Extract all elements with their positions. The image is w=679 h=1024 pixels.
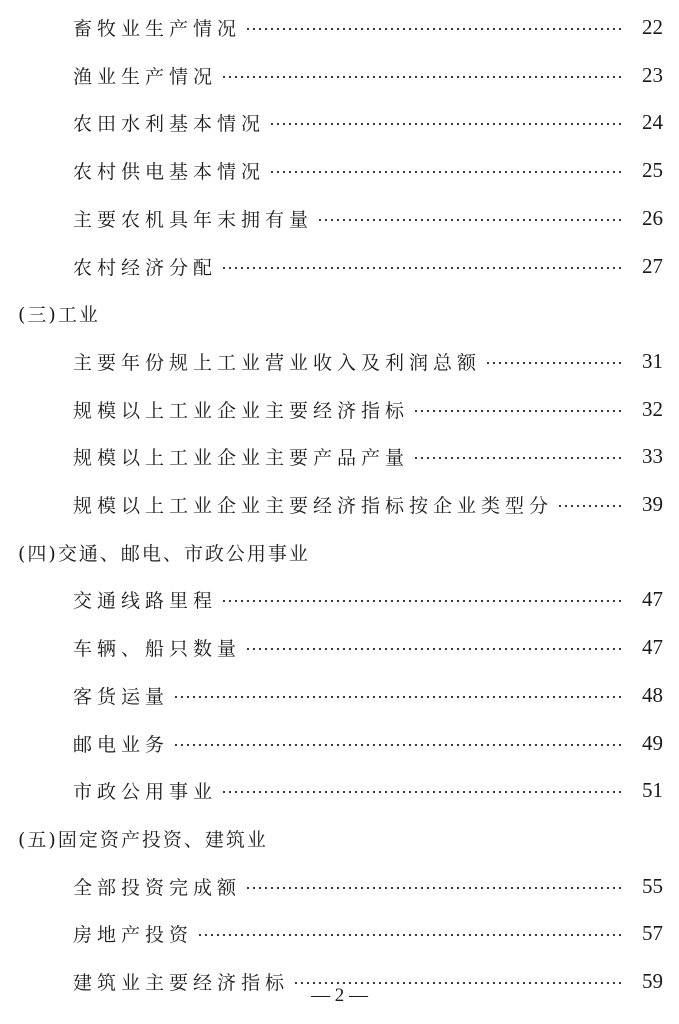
entry-page-number: 57 [642, 920, 663, 945]
entry-title: 渔业生产情况 [73, 65, 218, 88]
toc-entry[interactable] [0, 488, 679, 520]
toc-entry[interactable] [0, 106, 679, 138]
section-heading [0, 822, 679, 854]
entry-page-number: 39 [642, 491, 663, 516]
toc-entry[interactable] [0, 774, 679, 806]
dot-leader [173, 696, 625, 698]
entry-title: 建筑业主要经济指标 [73, 971, 290, 994]
dot-leader [269, 123, 625, 125]
toc-entry[interactable] [0, 345, 679, 377]
toc-entry[interactable] [0, 917, 679, 949]
dot-leader [221, 267, 625, 269]
dot-leader [317, 219, 625, 221]
entry-page-number: 59 [642, 968, 663, 993]
toc-entry[interactable] [0, 679, 679, 711]
section-heading [0, 536, 679, 568]
dot-leader [245, 28, 625, 30]
toc-entry[interactable] [0, 583, 679, 615]
dot-leader [221, 76, 625, 78]
entry-title: 畜牧业生产情况 [73, 17, 242, 40]
page-number-footer: — 2 — [311, 985, 368, 1006]
entry-title: 规模以上工业企业主要产品产量 [73, 446, 410, 469]
entry-title: 客货运量 [73, 685, 170, 708]
dot-leader [221, 791, 625, 793]
section-title: (五)固定资产投资、建筑业 [18, 828, 268, 851]
entry-title: 主要年份规上工业营业收入及利润总额 [73, 351, 482, 374]
entry-page-number: 31 [642, 348, 663, 373]
dot-leader [557, 505, 625, 507]
toc-entry[interactable] [0, 202, 679, 234]
section-title: (三)工业 [18, 303, 100, 326]
toc-entry[interactable] [0, 727, 679, 759]
entry-page-number: 22 [642, 14, 663, 39]
entry-title: 全部投资完成额 [73, 876, 242, 899]
toc-entry[interactable] [0, 393, 679, 425]
entry-page-number: 49 [642, 730, 663, 755]
entry-title: 规模以上工业企业主要经济指标 [73, 399, 410, 422]
entry-page-number: 27 [642, 253, 663, 278]
dot-leader [413, 457, 625, 459]
toc-entry[interactable] [0, 250, 679, 282]
entry-title: 市政公用事业 [73, 780, 218, 803]
dot-leader [173, 744, 625, 746]
entry-page-number: 48 [642, 682, 663, 707]
dot-leader [197, 934, 625, 936]
section-heading [0, 297, 679, 329]
entry-title: 规模以上工业企业主要经济指标按企业类型分 [73, 494, 554, 517]
toc-entry[interactable] [0, 870, 679, 902]
entry-title: 农村供电基本情况 [73, 160, 266, 183]
dot-leader [269, 171, 625, 173]
entry-title: 交通线路里程 [73, 589, 218, 612]
entry-page-number: 47 [642, 586, 663, 611]
toc-entry[interactable] [0, 154, 679, 186]
entry-page-number: 33 [642, 443, 663, 468]
entry-page-number: 51 [642, 777, 663, 802]
entry-title: 房地产投资 [73, 923, 194, 946]
entry-page-number: 23 [642, 62, 663, 87]
dot-leader [413, 410, 625, 412]
dot-leader [245, 648, 625, 650]
entry-title: 邮电业务 [73, 733, 170, 756]
toc-entry[interactable] [0, 440, 679, 472]
entry-page-number: 26 [642, 205, 663, 230]
entry-title: 主要农机具年末拥有量 [73, 208, 314, 231]
toc-entry[interactable] [0, 11, 679, 43]
entry-page-number: 55 [642, 873, 663, 898]
toc-entry[interactable] [0, 59, 679, 91]
dot-leader [293, 982, 625, 984]
entry-title: 车辆、船只数量 [73, 637, 242, 660]
dot-leader [245, 887, 625, 889]
section-title: (四)交通、邮电、市政公用事业 [18, 542, 310, 565]
entry-page-number: 24 [642, 109, 663, 134]
entry-page-number: 32 [642, 396, 663, 421]
entry-page-number: 47 [642, 634, 663, 659]
dot-leader [485, 362, 625, 364]
toc-entry[interactable] [0, 631, 679, 663]
dot-leader [221, 600, 625, 602]
entry-page-number: 25 [642, 157, 663, 182]
entry-title: 农村经济分配 [73, 256, 218, 279]
entry-title: 农田水利基本情况 [73, 112, 266, 135]
